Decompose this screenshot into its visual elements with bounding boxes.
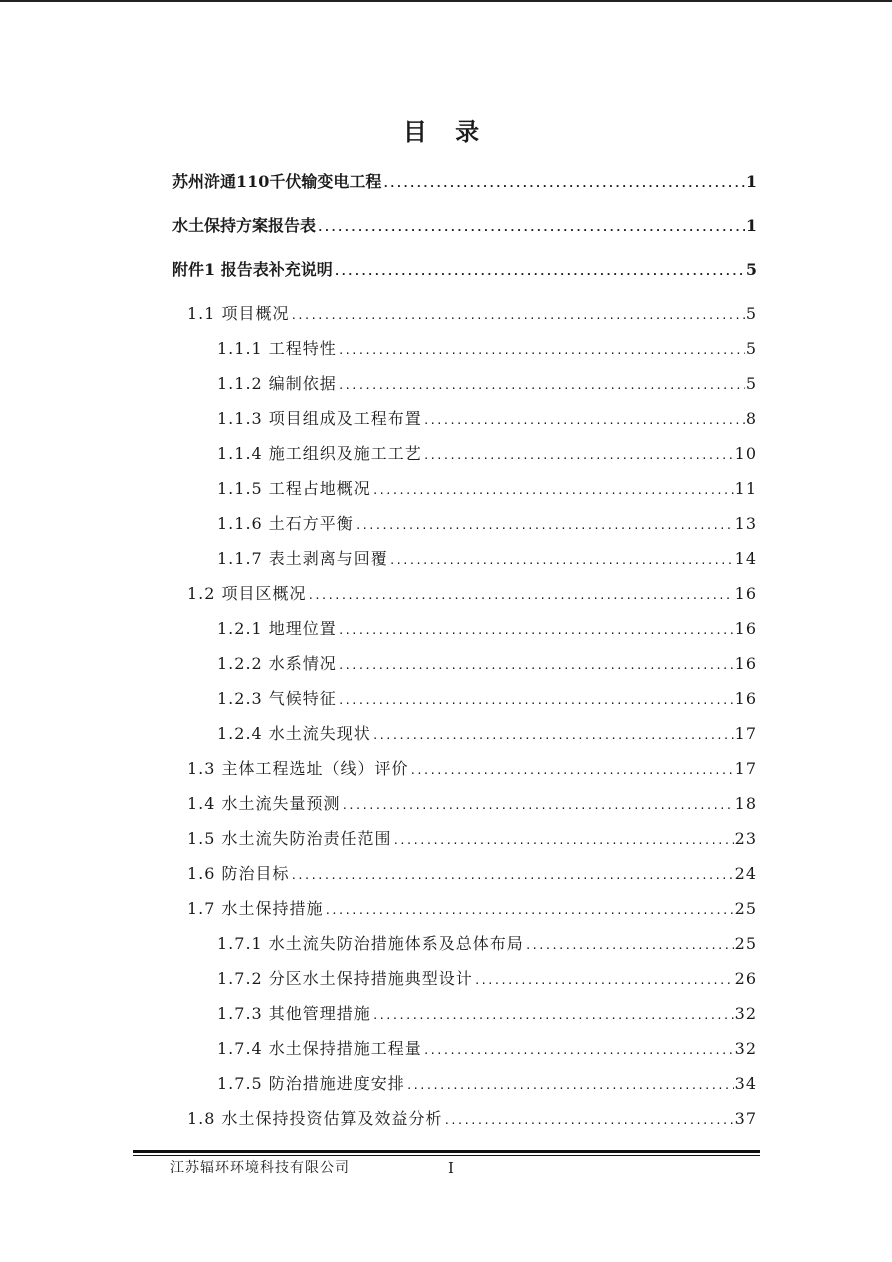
toc-leader-dots	[525, 934, 734, 958]
toc-leader-dots	[334, 260, 745, 284]
toc-entry-label: 附件1 报告表补充说明	[172, 260, 333, 279]
toc-entry[interactable]	[217, 547, 757, 571]
toc-leader-dots	[382, 172, 744, 196]
toc-entry-page: 24	[734, 864, 757, 883]
toc-entry[interactable]	[217, 442, 757, 466]
toc-entry-label: 1.7.4 水土保持措施工程量	[217, 1039, 422, 1058]
toc-entry[interactable]	[187, 792, 757, 816]
toc-entry[interactable]	[187, 862, 757, 886]
toc-entry[interactable]	[187, 757, 757, 781]
toc-entry-label: 1.5 水土流失防治责任范围	[187, 829, 392, 848]
toc-entry-label: 1.1.4 施工组织及施工工艺	[217, 444, 422, 463]
toc-leader-dots	[338, 374, 745, 398]
toc-entry[interactable]	[172, 258, 757, 282]
toc-leader-dots	[338, 339, 745, 363]
toc-entry-page: 14	[734, 549, 757, 568]
toc-entry-page: 23	[734, 829, 757, 848]
toc-entry[interactable]	[217, 617, 757, 641]
toc-leader-dots	[372, 1004, 734, 1028]
footer-company-name: 江苏辐环环境科技有限公司	[170, 1160, 350, 1176]
toc-entry[interactable]	[187, 897, 757, 921]
toc-entry-label: 1.1.3 项目组成及工程布置	[217, 409, 422, 428]
toc-entry-page: 5	[745, 260, 757, 279]
toc-leader-dots	[423, 444, 734, 468]
toc-entry[interactable]	[217, 512, 757, 536]
toc-entry-page: 17	[734, 759, 757, 778]
toc-entry-page: 37	[734, 1109, 757, 1128]
toc-entry-page: 1	[745, 172, 757, 191]
toc-entry[interactable]	[217, 1072, 757, 1096]
toc-leader-dots	[291, 304, 745, 328]
toc-entry[interactable]	[187, 1107, 757, 1131]
toc-entry-label: 1.4 水土流失量预测	[187, 794, 341, 813]
toc-leader-dots	[372, 724, 734, 748]
toc-entry-page: 5	[745, 304, 757, 323]
toc-entry-page: 10	[734, 444, 757, 463]
toc-leader-dots	[372, 479, 734, 503]
toc-entry-label: 1.7 水土保持措施	[187, 899, 324, 918]
toc-entry-label: 1.1.1 工程特性	[217, 339, 337, 358]
toc-leader-dots	[423, 1039, 734, 1063]
toc-leader-dots	[338, 619, 734, 643]
toc-entry-page: 34	[734, 1074, 757, 1093]
toc-entry-page: 13	[734, 514, 757, 533]
toc-entry[interactable]	[187, 827, 757, 851]
toc-entry-page: 1	[745, 216, 757, 235]
toc-entry-label: 水土保持方案报告表	[172, 216, 317, 235]
toc-entry-label: 1.2.3 气候特征	[217, 689, 337, 708]
toc-entry[interactable]	[187, 302, 757, 326]
toc-entry[interactable]	[217, 407, 757, 431]
toc-leader-dots	[355, 514, 734, 538]
toc-entry-label: 1.2.2 水系情况	[217, 654, 337, 673]
toc-entry-page: 16	[734, 689, 757, 708]
toc-entry-label: 1.3 主体工程选址（线）评价	[187, 759, 409, 778]
footer-page-number: I	[448, 1159, 454, 1177]
toc-entry-page: 16	[734, 584, 757, 603]
toc-entry[interactable]	[217, 722, 757, 746]
toc-leader-dots	[338, 654, 734, 678]
toc-leader-dots	[291, 864, 734, 888]
toc-entry[interactable]	[217, 372, 757, 396]
toc-entry[interactable]	[172, 170, 757, 194]
toc-entry-label: 1.8 水土保持投资估算及效益分析	[187, 1109, 443, 1128]
toc-entry[interactable]	[217, 932, 757, 956]
toc-entry[interactable]	[217, 687, 757, 711]
toc-entry[interactable]	[217, 1037, 757, 1061]
toc-entry[interactable]	[217, 477, 757, 501]
toc-leader-dots	[423, 409, 745, 433]
toc-entry-page: 11	[734, 479, 757, 498]
toc-leader-dots	[325, 899, 734, 923]
toc-leader-dots	[317, 216, 745, 240]
toc-entry-label: 1.1.6 土石方平衡	[217, 514, 354, 533]
toc-entry-label: 1.7.2 分区水土保持措施典型设计	[217, 969, 473, 988]
toc-leader-dots	[393, 829, 734, 853]
toc-leader-dots	[338, 689, 734, 713]
toc-title: 目 录	[402, 117, 490, 146]
toc-entry[interactable]	[217, 1002, 757, 1026]
toc-entry-page: 5	[745, 339, 757, 358]
toc-entry-label: 1.2.1 地理位置	[217, 619, 337, 638]
toc-leader-dots	[474, 969, 734, 993]
toc-leader-dots	[406, 1074, 734, 1098]
toc-leader-dots	[410, 759, 734, 783]
toc-entry-label: 1.7.5 防治措施进度安排	[217, 1074, 405, 1093]
toc-entry-label: 1.2 项目区概况	[187, 584, 307, 603]
footer-divider-thin	[133, 1155, 760, 1156]
toc-entry-page: 26	[734, 969, 757, 988]
toc-entry-page: 8	[745, 409, 757, 428]
toc-entry-page: 25	[734, 934, 757, 953]
footer-divider-thick	[133, 1150, 760, 1153]
toc-entry-label: 1.6 防治目标	[187, 864, 290, 883]
toc-entry-page: 32	[734, 1004, 757, 1023]
toc-leader-dots	[444, 1109, 734, 1133]
toc-entry-label: 1.7.1 水土流失防治措施体系及总体布局	[217, 934, 524, 953]
toc-entry-page: 32	[734, 1039, 757, 1058]
toc-entry-page: 16	[734, 619, 757, 638]
toc-entry-label: 1.1 项目概况	[187, 304, 290, 323]
toc-entry-label: 苏州浒通110千伏输变电工程	[172, 172, 382, 191]
toc-leader-dots	[389, 549, 734, 573]
toc-entry-label: 1.1.2 编制依据	[217, 374, 337, 393]
toc-entry[interactable]	[217, 652, 757, 676]
toc-entry[interactable]	[217, 337, 757, 361]
toc-leader-dots	[342, 794, 734, 818]
toc-entry-label: 1.1.5 工程占地概况	[217, 479, 371, 498]
toc-entry[interactable]	[172, 214, 757, 238]
toc-entry[interactable]	[217, 967, 757, 991]
toc-entry-page: 18	[734, 794, 757, 813]
toc-entry-label: 1.2.4 水土流失现状	[217, 724, 371, 743]
toc-entry-page: 5	[745, 374, 757, 393]
toc-entry-page: 25	[734, 899, 757, 918]
toc-entry-label: 1.7.3 其他管理措施	[217, 1004, 371, 1023]
toc-leader-dots	[308, 584, 734, 608]
toc-entry[interactable]	[187, 582, 757, 606]
toc-entry-page: 17	[734, 724, 757, 743]
toc-entry-label: 1.1.7 表土剥离与回覆	[217, 549, 388, 568]
toc-entry-page: 16	[734, 654, 757, 673]
